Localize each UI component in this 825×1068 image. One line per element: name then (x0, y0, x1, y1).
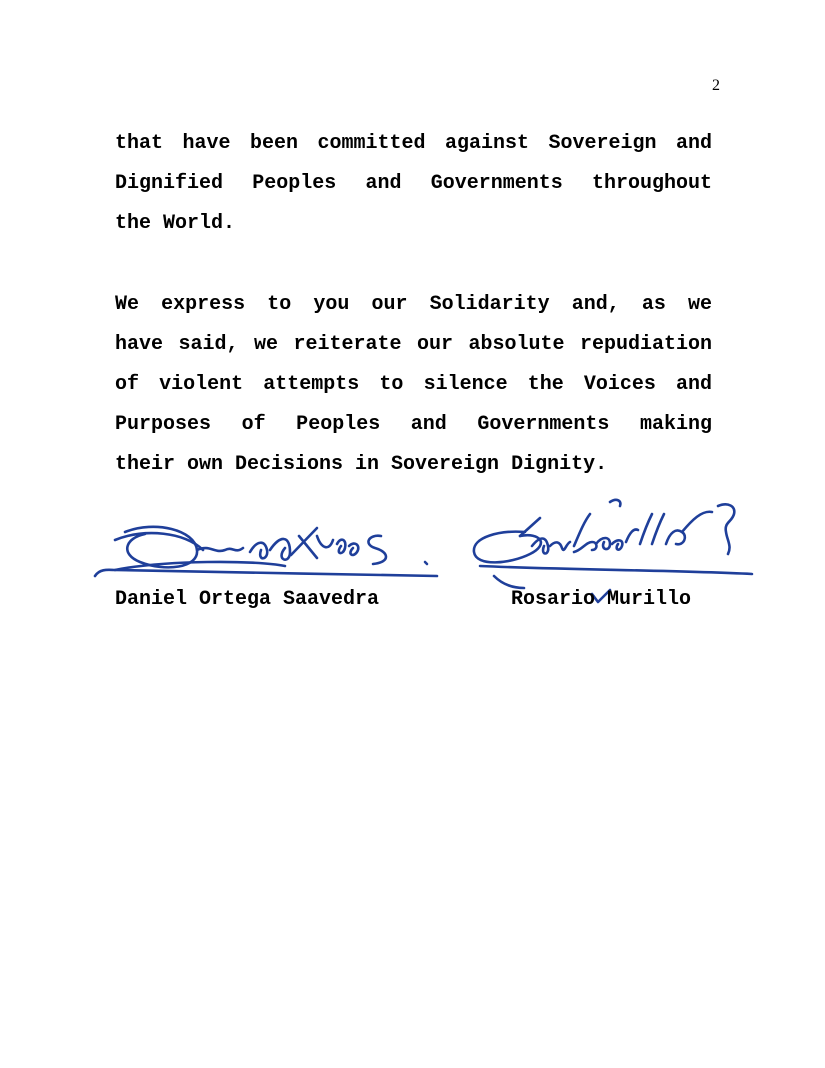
signer-name-murillo: Rosario Murillo (511, 588, 692, 611)
paragraph-line: Dignified Peoples and Governments throughout (115, 172, 712, 195)
letter-paragraph-1 (115, 124, 712, 244)
paragraph-line: have said, we reiterate our absolute repudiation (115, 333, 712, 356)
letter-paragraph-2 (115, 285, 712, 485)
paragraph-line: Purposes of Peoples and Governments making (115, 413, 712, 436)
paragraph-line: We express to you our Solidarity and, as we (115, 293, 712, 316)
page-number: 2 (712, 77, 720, 94)
signature-daniel-ortega (85, 510, 445, 590)
paragraph-line: of violent attempts to silence the Voices and (115, 373, 712, 396)
signer-name-ortega: Daniel Ortega Saavedra (115, 588, 380, 611)
paragraph-line: that have been committed against Sovereign and (115, 132, 712, 155)
paragraph-line: the World. (115, 212, 236, 235)
paragraph-line: their own Decisions in Sovereign Dignity. (115, 453, 608, 476)
